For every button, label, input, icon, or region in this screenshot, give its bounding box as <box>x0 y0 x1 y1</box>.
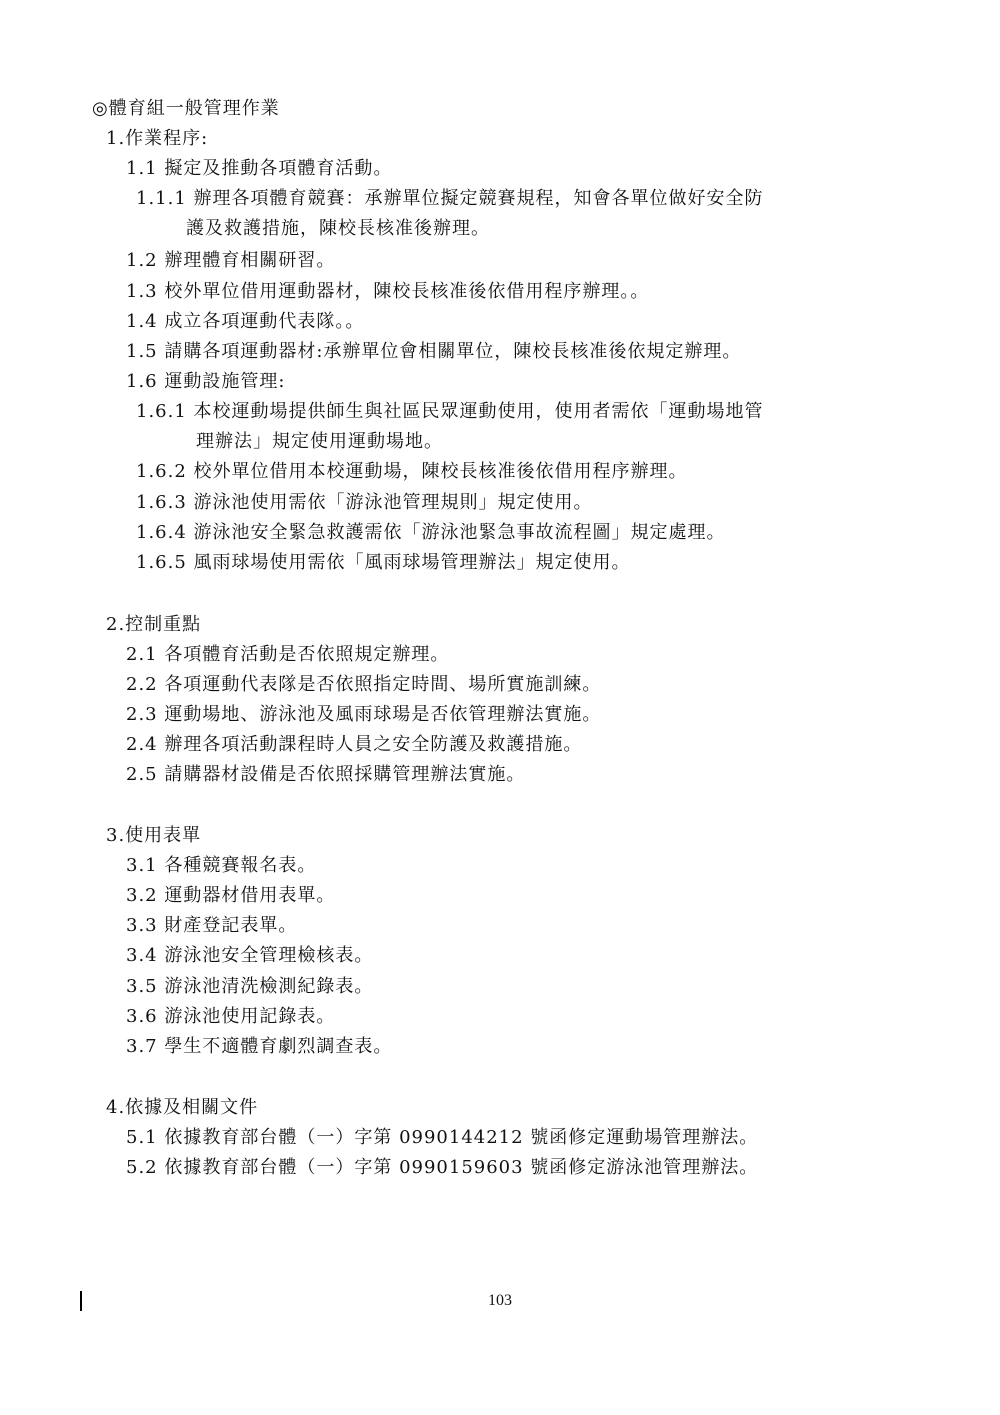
list-item: 1.6 運動設施管理: <box>126 371 286 392</box>
list-item: 1.6.3 游泳池使用需依「游泳池管理規則」規定使用。 <box>136 492 593 513</box>
document-title: ◎體育組一般管理作業 <box>92 98 280 119</box>
list-item: 3.5 游泳池清洗檢測紀錄表。 <box>126 976 374 997</box>
list-item: 5.1 依據教育部台體（一）字第 0990144212 號函修定運動場管理辦法。 <box>126 1127 759 1148</box>
list-item-continuation: 護及救護措施，陳校長核准後辦理。 <box>186 218 490 239</box>
list-item: 3.2 運動器材借用表單。 <box>126 885 336 906</box>
list-item: 1.4 成立各項運動代表隊。。 <box>126 311 365 332</box>
margin-change-bar <box>80 1291 82 1311</box>
section-heading: 2.控制重點 <box>106 614 202 635</box>
list-item: 1.2 辦理體育相關研習。 <box>126 250 336 271</box>
list-item: 2.3 運動場地、游泳池及風雨球瑒是否依管理辦法實施。 <box>126 704 602 725</box>
list-item: 3.7 學生不適體育劇烈調查表。 <box>126 1036 393 1057</box>
list-item: 2.5 請購器材設備是否依照採購管理辦法實施。 <box>126 764 526 785</box>
section-heading: 4.依據及相關文件 <box>106 1097 259 1118</box>
section-heading: 1.作業程序: <box>106 128 209 149</box>
list-item: 1.6.1 本校運動場提供師生與社區民眾運動使用，使用者需依「運動場地管 <box>136 401 764 422</box>
list-item: 2.1 各項體育活動是否依照規定辦理。 <box>126 644 450 665</box>
page-number: 103 <box>488 1292 512 1309</box>
list-item: 2.2 各項運動代表隊是否依照指定時間、場所實施訓練。 <box>126 674 602 695</box>
list-item: 2.4 辦理各項活動課程時人員之安全防護及救護措施。 <box>126 734 583 755</box>
list-item: 3.1 各種競賽報名表。 <box>126 855 317 876</box>
list-item: 1.6.5 風雨球場使用需依「風雨球場管理辦法」規定使用。 <box>136 552 631 573</box>
list-item: 3.4 游泳池安全管理檢核表。 <box>126 945 374 966</box>
list-item: 1.5 請購各項運動器材:承辦單位會相關單位，陳校長核准後依規定辦理。 <box>126 341 742 362</box>
list-item: 1.1.1 辦理各項體育競賽：承辦單位擬定競賽規程，知會各單位做好安全防 <box>136 188 764 209</box>
list-item: 1.1 擬定及推動各項體育活動。 <box>126 158 393 179</box>
list-item: 3.6 游泳池使用記錄表。 <box>126 1006 336 1027</box>
list-item: 1.3 校外單位借用運動器材，陳校長核准後依借用程序辦理。。 <box>126 281 650 302</box>
list-item: 1.6.2 校外單位借用本校運動場，陳校長核准後依借用程序辦理。 <box>136 461 688 482</box>
list-item: 5.2 依據教育部台體（一）字第 0990159603 號函修定游泳池管理辦法。 <box>126 1157 759 1178</box>
list-item: 1.6.4 游泳池安全緊急救護需依「游泳池緊急事故流程圖」規定處理。 <box>136 522 726 543</box>
list-item: 3.3 財產登記表單。 <box>126 915 298 936</box>
section-heading: 3.使用表單 <box>106 825 202 846</box>
list-item-continuation: 理辦法」規定使用運動場地。 <box>196 431 443 452</box>
